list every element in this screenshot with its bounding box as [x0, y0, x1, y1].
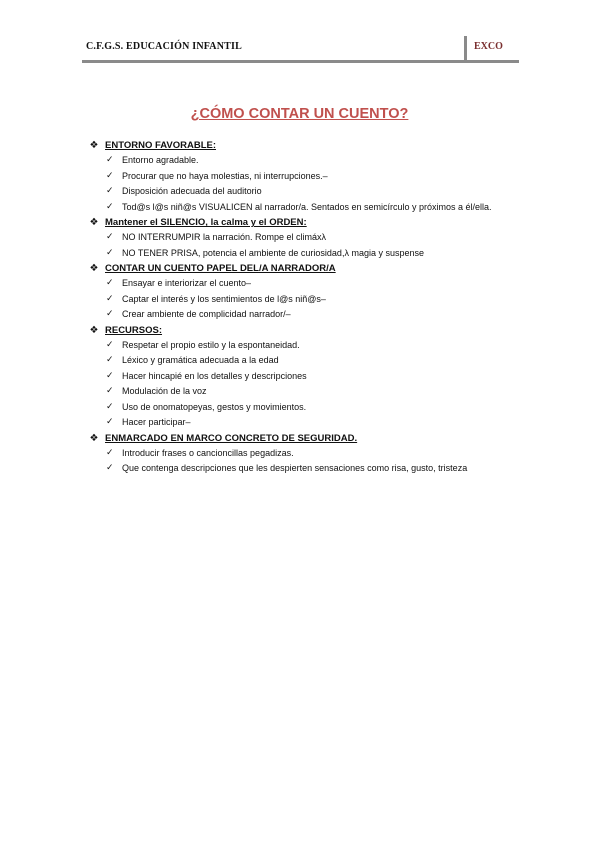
section-recursos: [88, 323, 518, 431]
checkmark-icon: ✓: [106, 186, 114, 196]
section-silencio: [88, 215, 518, 261]
checkmark-icon: ✓: [106, 201, 114, 212]
checkmark-icon: ✓: [106, 309, 114, 319]
diamond-bullet-icon: ❖: [89, 324, 99, 336]
header-subject: EXCO: [474, 41, 503, 52]
checkmark-icon: ✓: [106, 247, 114, 258]
checkmark-icon: ✓: [106, 417, 114, 427]
checkmark-icon: ✓: [106, 447, 114, 458]
list-item: ✓ Hacer hincapié en los detalles y descripciones: [88, 369, 518, 385]
header-course-title: C.F.G.S. EDUCACIÓN INFANTIL: [86, 41, 242, 52]
checkmark-icon: ✓: [106, 278, 114, 288]
list-item: ✓ Uso de onomatopeyas, gestos y movimientos.: [88, 400, 518, 416]
list-item: ✓ Entorno agradable.: [88, 153, 518, 169]
checkmark-icon: ✓: [106, 232, 114, 242]
section-entorno: [88, 138, 518, 215]
header-rule: [82, 60, 519, 63]
page-header: [82, 36, 519, 60]
diamond-bullet-icon: ❖: [89, 140, 99, 151]
list-item: ✓ Procurar que no haya molestias, ni interrupciones.–: [88, 169, 518, 185]
document-body: [88, 138, 518, 477]
section-title: ENTORNO FAVORABLE:: [105, 140, 217, 151]
list-item: ✓ Introducir frases o cancioncillas pegadizas.: [88, 446, 518, 462]
list-item: ✓ Hacer participar–: [88, 415, 518, 431]
list-item: ✓ Disposición adecuada del auditorio: [88, 184, 518, 200]
list-item: ✓ Modulación de la voz: [88, 384, 518, 400]
checkmark-icon: ✓: [106, 401, 114, 412]
checkmark-icon: ✓: [106, 339, 114, 350]
section-title: Mantener el SILENCIO, la calma y el ORDEN:: [105, 217, 307, 228]
list-item: ✓ Crear ambiente de complicidad narrador/–: [88, 307, 518, 323]
list-item: ✓ NO TENER PRISA, potencia el ambiente de curiosidad,λ magia y suspense: [88, 246, 518, 262]
list-item: ✓ Tod@s l@s niñ@s VISUALICEN al narrador/a. Sentados en semicírculo y próximos a él/ella.: [88, 200, 518, 216]
checkmark-icon: ✓: [106, 386, 114, 396]
section-seguridad: [88, 431, 518, 477]
document-title: ¿CÓMO CONTAR UN CUENTO?: [190, 106, 409, 122]
checkmark-icon: ✓: [106, 170, 114, 181]
header-separator: [464, 36, 467, 60]
list-item: ✓ Léxico y gramática adecuada a la edad: [88, 353, 518, 369]
section-title: CONTAR UN CUENTO PAPEL DEL/A NARRADOR/A: [105, 263, 336, 274]
checkmark-icon: ✓: [106, 463, 114, 473]
section-title: ENMARCADO EN MARCO CONCRETO DE SEGURIDAD.: [105, 432, 358, 444]
diamond-bullet-icon: ❖: [89, 432, 99, 444]
list-item: ✓ Ensayar e interiorizar el cuento–: [88, 276, 518, 292]
section-narrador: [88, 261, 518, 323]
list-item: ✓ Que contenga descripciones que les despierten sensaciones como risa, gusto, tristeza: [88, 461, 518, 477]
diamond-bullet-icon: ❖: [89, 217, 99, 228]
list-item: ✓ Captar el interés y los sentimientos de l@s niñ@s–: [88, 292, 518, 308]
checkmark-icon: ✓: [106, 370, 114, 381]
section-title: RECURSOS:: [105, 324, 163, 336]
list-item: ✓ NO INTERRUMPIR la narración. Rompe el climáxλ: [88, 230, 518, 246]
checkmark-icon: ✓: [106, 293, 114, 304]
diamond-bullet-icon: ❖: [89, 263, 99, 274]
checkmark-icon: ✓: [106, 155, 114, 165]
list-item: ✓ Respetar el propio estilo y la espontaneidad.: [88, 338, 518, 354]
checkmark-icon: ✓: [106, 355, 114, 365]
